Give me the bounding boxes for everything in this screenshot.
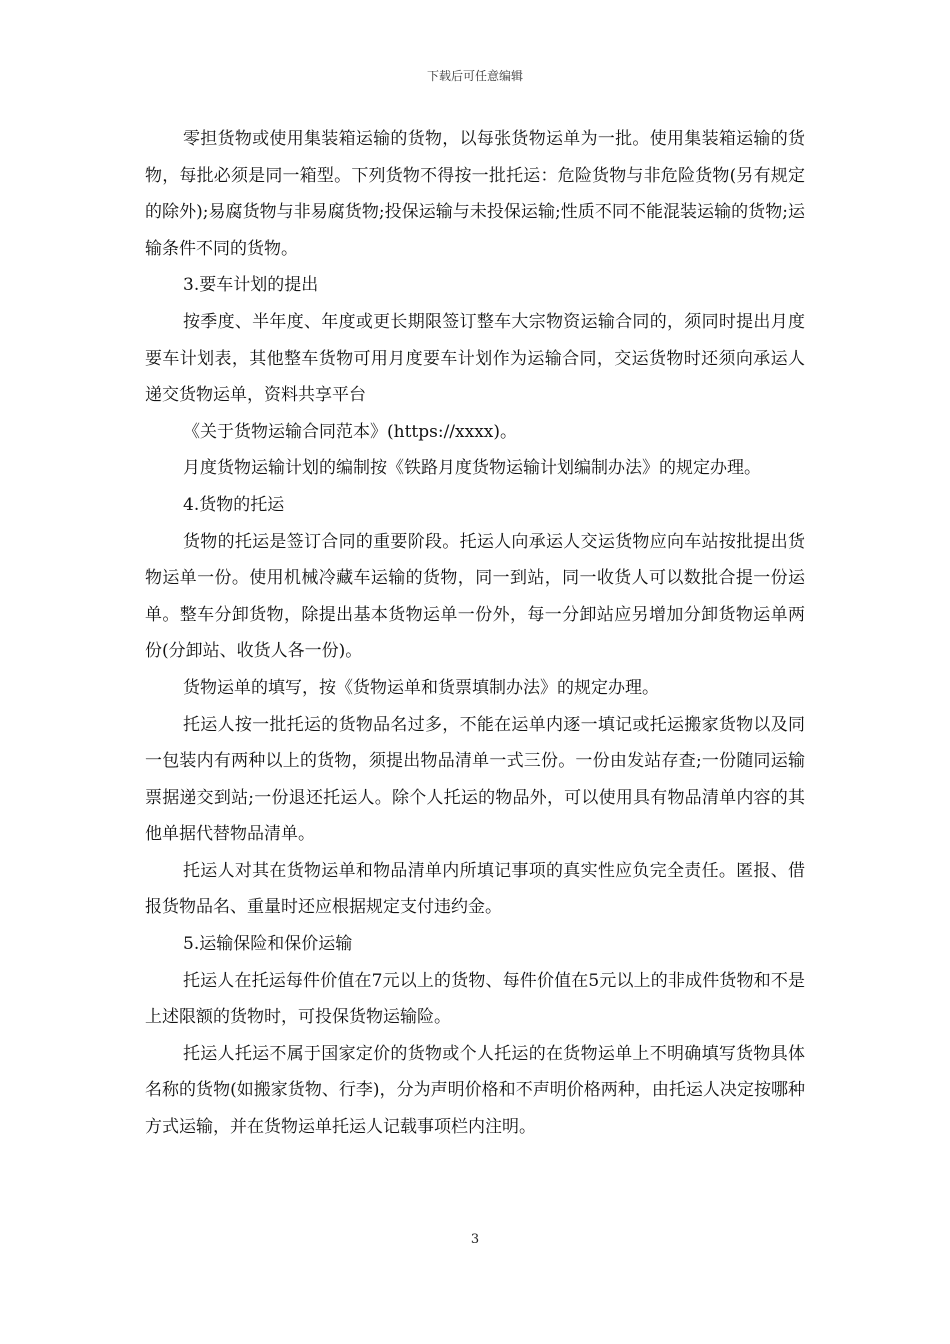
- paragraph-responsibility: 托运人对其在货物运单和物品清单内所填记事项的真实性应负完全责任。匿报、借报货物品名、重量时还应根据规定支付违约金。: [145, 860, 805, 918]
- paragraph-insurance: 托运人在托运每件价值在7元以上的货物、每件价值在5元以上的非成件货物和不是上述限额的货物时，可投保货物运输险。: [145, 970, 805, 1028]
- page-header-note: 下载后可任意编辑: [426, 69, 523, 83]
- section-heading-4: 4.货物的托运: [183, 494, 285, 515]
- page-number: 3: [470, 1232, 480, 1247]
- paragraph-contract-reference: 《关于货物运输合同范本》(https://xxxx)。: [183, 421, 518, 442]
- section-heading-5: 5.运输保险和保价运输: [183, 934, 353, 955]
- paragraph-waybill-filling: 货物运单的填写，按《货物运单和货票填制办法》的规定办理。: [183, 677, 659, 698]
- paragraph-monthly-plan: 月度货物运输计划的编制按《铁路月度货物运输计划编制办法》的规定办理。: [183, 458, 761, 479]
- section-heading-3: 3.要车计划的提出: [183, 275, 319, 296]
- paragraph-declared-value: 托运人托运不属于国家定价的货物或个人托运的在货物运单上不明确填写货物具体名称的货物(如搬家货物、行李)，分为声明价格和不声明价格两种，由托运人决定按哪种方式运输，并在货物运单托运人记载事项栏内注明。: [145, 1043, 805, 1138]
- paragraph-consignment: 货物的托运是签订合同的重要阶段。托运人向承运人交运货物应向车站按批提出货物运单一份。使用机械冷藏车运输的货物，同一到站，同一收货人可以数批合提一份运单。整车分卸货物，除提出基本货物运单一份外，每一分卸站应另增加分卸货物运单两份(分卸站、收货人各一份)。: [145, 531, 805, 662]
- paragraph-item-list: 托运人按一批托运的货物品名过多，不能在运单内逐一填记或托运搬家货物以及同一包装内有两种以上的货物，须提出物品清单一式三份。一份由发站存查;一份随同运输票据递交到站;一份退还托运人。除个人托运的物品外，可以使用具有物品清单内容的其他单据代替物品清单。: [145, 714, 805, 845]
- paragraph-batch-rules: 零担货物或使用集装箱运输的货物，以每张货物运单为一批。使用集装箱运输的货物，每批必须是同一箱型。下列货物不得按一批托运：危险货物与非危险货物(另有规定的除外);易腐货物与非易腐货物;投保运输与未投保运输;性质不同不能混装运输的货物;运输条件不同的货物。: [145, 129, 805, 259]
- document-body: [145, 121, 805, 1146]
- paragraph-car-plan: 按季度、半年度、年度或更长期限签订整车大宗物资运输合同的，须同时提出月度要车计划表，其他整车货物可用月度要车计划作为运输合同，交运货物时还须向承运人递交货物运单，资料共享平台: [145, 311, 805, 406]
